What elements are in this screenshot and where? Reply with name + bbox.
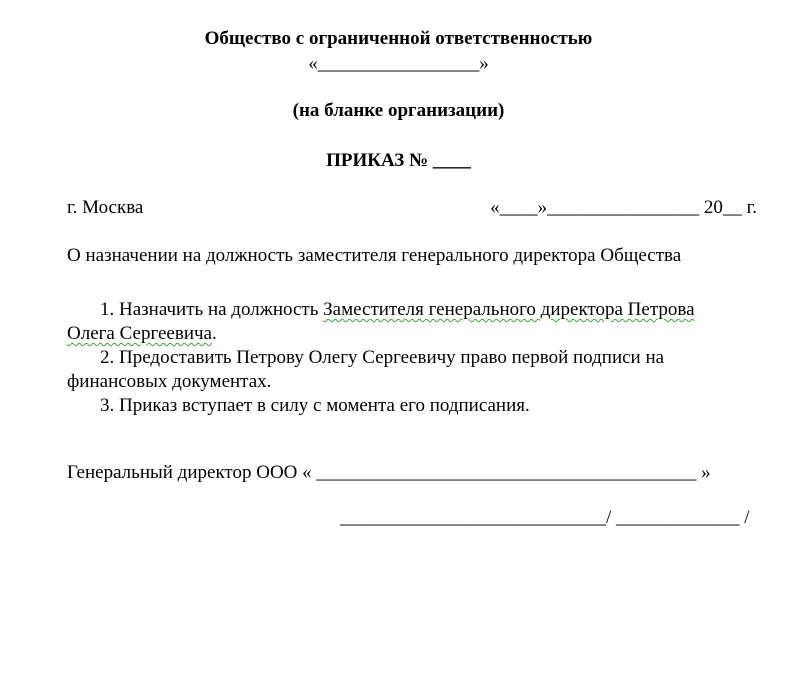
- item-1-line-2: [67, 323, 217, 345]
- order-date: «____»________________ 20__ г.: [490, 197, 757, 218]
- letterhead-note: (на бланке организации): [292, 100, 505, 121]
- item-1-tail: .: [212, 323, 217, 344]
- item-3-line-1: 3. Приказ вступает в силу с момента его подписания.: [100, 395, 530, 416]
- signature-role-line: Генеральный директор ООО « ________________________________________ »: [67, 462, 711, 483]
- item-2-line-1: 2. Предоставить Петрову Олегу Сергеевичу право первой подписи на: [100, 347, 665, 368]
- order-title: ПРИКАЗ № ____: [326, 150, 471, 171]
- item-1-name: Олега Сергеевича: [67, 323, 212, 344]
- order-subject: О назначении на должность заместителя генерального директора Общества: [67, 245, 682, 266]
- city: г. Москва: [67, 197, 144, 218]
- signature-line: ____________________________/ _____________ /: [340, 507, 750, 528]
- item-2-line-2: финансовых документах.: [67, 371, 272, 392]
- org-line: Общество с ограниченной ответственностью: [204, 28, 593, 49]
- item-1-position: Заместителя генерального директора Петрова: [323, 299, 695, 320]
- org-name-blank: «_________________»: [308, 53, 489, 74]
- item-1-line-1: [100, 299, 695, 321]
- item-1-lead: 1. Назначить на должность: [100, 299, 324, 320]
